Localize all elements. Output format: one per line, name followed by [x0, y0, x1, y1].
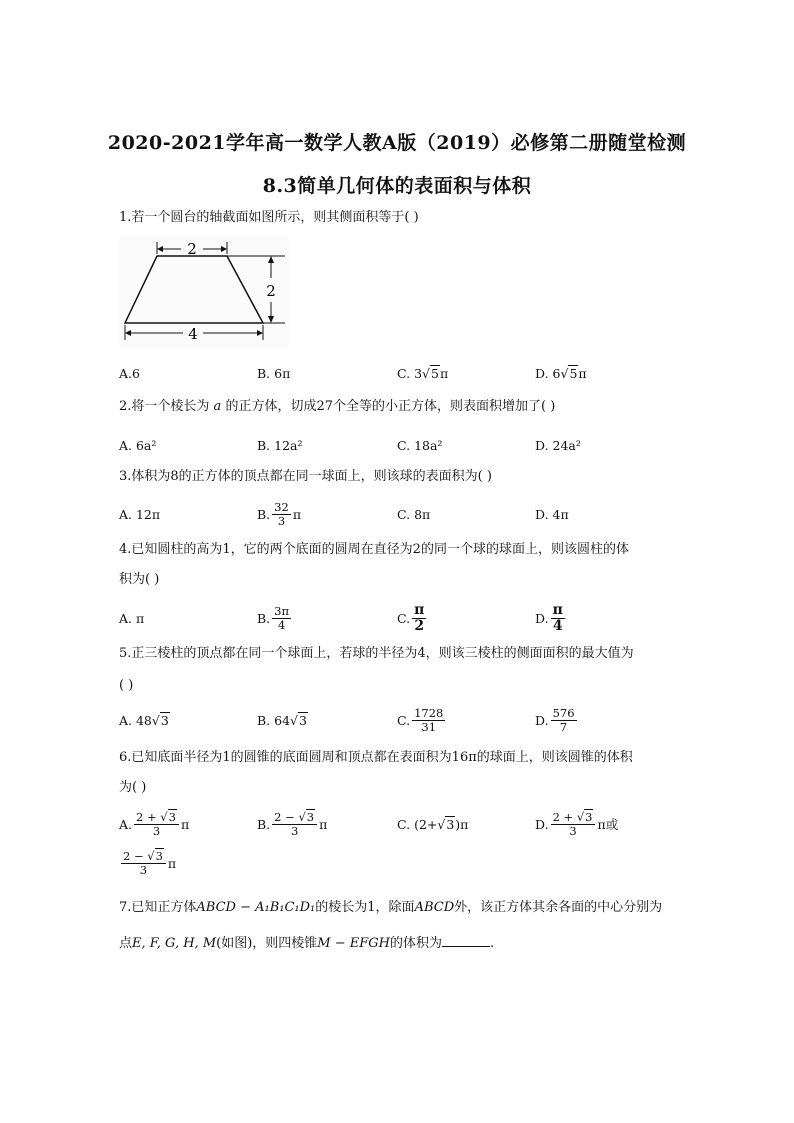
- option-d-cont[interactable]: $\frac{2 - √3}{3}$ π: [123, 848, 177, 877]
- option-c[interactable]: C. $\frac{\pi}{2}$: [397, 601, 425, 634]
- option-a[interactable]: A. 6a²: [119, 437, 157, 453]
- option-d-coef: D. 6: [535, 365, 561, 381]
- variable-a: a: [213, 399, 222, 414]
- option-d[interactable]: D. $\frac{\pi}{4}$: [535, 601, 563, 634]
- question-5-options: [119, 702, 679, 738]
- option-c[interactable]: C. $\frac{1728}{31}$: [397, 705, 444, 734]
- fraction: $\frac{2 - √3}{3}$: [272, 811, 317, 838]
- option-c[interactable]: C. 8π: [397, 506, 431, 522]
- question-7-text-line1: 7.已知正方体ABCD − A₁B₁C₁D₁的棱长为1，除面ABCD外，该正方体其余各面的中心分别为: [119, 900, 663, 915]
- question-2-options: [119, 430, 679, 460]
- question-5-text-line2: ( ): [119, 678, 134, 693]
- fraction: $\frac{2 + √3}{3}$: [551, 811, 596, 838]
- pi-symbol: π: [439, 365, 449, 381]
- option-c[interactable]: C. 18a²: [397, 437, 443, 453]
- pi-symbol: π: [578, 365, 587, 381]
- points-list: E, F, G, H, M: [132, 936, 217, 951]
- option-d[interactable]: [535, 358, 587, 388]
- page-subtitle: 8.3简单几何体的表面积与体积: [262, 175, 532, 197]
- question-3-text: 3.体积为8的正方体的顶点都在同一球面上，则该球的表面积为( ): [119, 469, 492, 484]
- fraction: $\frac{\pi}{2}$: [414, 601, 425, 634]
- question-6-text-line1: 6.已知底面半径为1的圆锥的底面圆周和顶点都在表面积为16π的球面上，则该圆锥的体积: [119, 750, 633, 765]
- option-b[interactable]: B. 64 √3: [257, 712, 307, 728]
- option-d[interactable]: D. $\frac{576}{7}$: [535, 705, 575, 734]
- question-1-options: [119, 358, 679, 388]
- sqrt-symbol: √3: [290, 712, 307, 728]
- question-3-options: [119, 497, 679, 531]
- question-2-text: 2.将一个棱长为 a 的正方体，切成27个全等的小正方体，则表面积增加了( ): [119, 399, 556, 414]
- option-d[interactable]: D. 4π: [535, 506, 569, 522]
- option-a[interactable]: A. 12π: [119, 506, 161, 522]
- question-6-options: [119, 806, 679, 842]
- fraction: $\frac{\pi}{4}$: [552, 601, 563, 634]
- option-a[interactable]: A. π: [119, 610, 145, 626]
- option-a[interactable]: A.6: [119, 365, 140, 381]
- answer-blank[interactable]: [442, 932, 490, 947]
- option-b[interactable]: B. $\frac{3\pi}{4}$: [257, 603, 290, 632]
- question-6-text-line2: 为( ): [119, 780, 147, 795]
- question-1-text: 1.若一个圆台的轴截面如图所示，则其侧面积等于( ): [119, 210, 419, 225]
- option-c-coef: C. 3: [397, 365, 423, 381]
- option-b[interactable]: B. $\frac{32}{3}$ π: [257, 499, 302, 528]
- face-name: ABCD: [414, 900, 455, 915]
- fraction: $\frac{1728}{31}$: [414, 705, 444, 734]
- option-b[interactable]: B. $\frac{2 - √3}{3}$ π: [257, 809, 328, 838]
- option-a[interactable]: A. $\frac{2 + √3}{3}$ π: [119, 809, 190, 838]
- pyramid-name: M − EFGH: [317, 936, 390, 951]
- figure-height-label: 2: [266, 282, 276, 300]
- cube-name: ABCD − A₁B₁C₁D₁: [196, 900, 316, 915]
- figure-bottom-label: 4: [188, 325, 198, 343]
- option-d[interactable]: D. $\frac{2 + √3}{3}$ π或: [535, 809, 619, 838]
- page-title: 2020-2021学年高一数学人教A版（2019）必修第二册随堂检测: [107, 132, 687, 154]
- fraction: $\frac{576}{7}$: [552, 705, 575, 734]
- option-d[interactable]: D. 24a²: [535, 437, 581, 453]
- question-4-text-line2: 积为( ): [119, 572, 160, 587]
- question-4-text-line1: 4.已知圆柱的高为1，它的两个底面的圆周在直径为2的同一个球的球面上，则该圆柱的体: [119, 542, 629, 557]
- fraction: $\frac{2 + √3}{3}$: [134, 811, 179, 838]
- question-6-options-cont: [119, 845, 679, 881]
- option-b[interactable]: B. 6π: [257, 365, 291, 381]
- sqrt-symbol: √5: [560, 365, 578, 381]
- question-4-options: [119, 600, 679, 636]
- option-c[interactable]: C. (2+ √3 )π: [397, 816, 469, 832]
- fraction: $\frac{3\pi}{4}$: [274, 603, 290, 632]
- option-b[interactable]: B. 12a²: [257, 437, 303, 453]
- question-7-text-line2: 点E, F, G, H, M(如图)，则四棱锥M − EFGH的体积为 .: [119, 929, 679, 959]
- option-a[interactable]: A. 48 √3: [119, 712, 169, 728]
- sqrt-symbol: √3: [151, 712, 169, 728]
- frustum-figure: [119, 236, 289, 348]
- option-c[interactable]: [397, 358, 448, 388]
- fraction: $\frac{32}{3}$: [274, 499, 289, 528]
- question-5-text-line1: 5.正三棱柱的顶点都在同一个球面上，若球的半径为4，则该三棱柱的侧面面积的最大值为: [119, 646, 634, 661]
- fraction: $\frac{2 - √3}{3}$: [121, 850, 166, 877]
- sqrt-symbol: √5: [422, 365, 439, 381]
- figure-top-label: 2: [187, 240, 197, 258]
